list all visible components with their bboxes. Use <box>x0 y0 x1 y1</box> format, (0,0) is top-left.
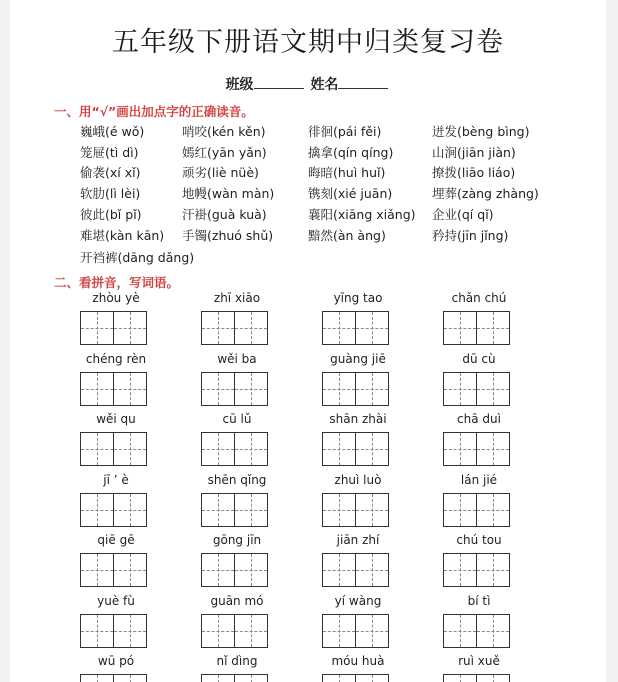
writing-box[interactable] <box>234 674 268 682</box>
writing-boxes <box>201 614 266 648</box>
writing-box[interactable] <box>322 614 356 648</box>
pinyin-cell <box>298 654 418 682</box>
pinyin-cell <box>419 412 539 464</box>
pronunciation-item[interactable]: 晦暗(huì huǐ) <box>308 165 386 180</box>
pronunciation-item[interactable]: 山涧(jiān jiàn) <box>432 145 516 160</box>
writing-box[interactable] <box>476 553 510 587</box>
writing-box[interactable] <box>476 493 510 527</box>
pinyin-prompt: yí wàng <box>334 593 382 608</box>
pronunciation-item[interactable]: 汗褂(guà kuà) <box>182 207 267 222</box>
pinyin-prompt: shān zhài <box>329 412 387 426</box>
writing-boxes <box>443 614 508 648</box>
writing-box[interactable] <box>322 432 356 466</box>
worksheet-page <box>10 0 606 682</box>
pinyin-prompt: jiān zhí <box>336 533 380 547</box>
writing-box[interactable] <box>355 493 389 527</box>
writing-boxes <box>443 311 508 345</box>
writing-box[interactable] <box>443 432 477 466</box>
pinyin-prompt: wěi qu <box>96 412 136 426</box>
pinyin-cell <box>419 533 539 585</box>
pinyin-prompt: cū lǔ <box>222 412 252 426</box>
pronunciation-item[interactable]: 地幔(wàn màn) <box>182 186 275 201</box>
writing-box[interactable] <box>201 674 235 682</box>
writing-boxes <box>201 372 266 406</box>
writing-box[interactable] <box>322 311 356 345</box>
writing-boxes <box>322 553 387 587</box>
pinyin-cell <box>419 291 539 343</box>
pinyin-cell <box>56 352 176 404</box>
writing-boxes <box>322 372 387 406</box>
writing-box[interactable] <box>113 493 147 527</box>
pinyin-cell <box>56 533 176 585</box>
writing-box[interactable] <box>201 311 235 345</box>
writing-boxes <box>322 311 387 345</box>
pronunciation-item[interactable]: 徘徊(pái fěi) <box>308 124 382 139</box>
pinyin-cell <box>298 473 418 525</box>
writing-box[interactable] <box>80 553 114 587</box>
pinyin-cell <box>56 654 176 682</box>
pronunciation-item[interactable]: 黯然(àn àng) <box>308 228 386 243</box>
pinyin-cell <box>177 412 297 464</box>
writing-box[interactable] <box>476 372 510 406</box>
pinyin-cell <box>56 594 176 646</box>
writing-boxes <box>322 493 387 527</box>
writing-box[interactable] <box>443 674 477 682</box>
writing-box[interactable] <box>201 553 235 587</box>
writing-box[interactable] <box>80 432 114 466</box>
pronunciation-item[interactable]: 企业(qí qǐ) <box>432 207 494 222</box>
pronunciation-item[interactable]: 擒拿(qín qíng) <box>308 145 394 160</box>
pronunciation-item[interactable]: 难堪(kàn kān) <box>80 228 165 243</box>
student-info <box>10 74 606 94</box>
class-label: 班级 <box>225 77 254 93</box>
writing-box[interactable] <box>113 553 147 587</box>
pinyin-cell <box>298 352 418 404</box>
pinyin-prompt: zhòu yè <box>92 291 140 305</box>
writing-box[interactable] <box>201 493 235 527</box>
writing-boxes <box>443 553 508 587</box>
pinyin-prompt: guān mó <box>210 593 264 608</box>
writing-box[interactable] <box>201 614 235 648</box>
writing-box[interactable] <box>80 614 114 648</box>
writing-box[interactable] <box>234 311 268 345</box>
pronunciation-item[interactable]: 软肋(lì lèi) <box>80 186 141 201</box>
writing-box[interactable] <box>113 674 147 682</box>
pinyin-cell <box>177 352 297 404</box>
writing-boxes <box>443 372 508 406</box>
writing-boxes <box>80 311 145 345</box>
writing-boxes <box>80 614 145 648</box>
pinyin-prompt: zhuì luò <box>334 472 382 487</box>
writing-boxes <box>201 493 266 527</box>
writing-boxes <box>201 553 266 587</box>
pinyin-cell <box>419 654 539 682</box>
pinyin-cell <box>177 473 297 525</box>
pinyin-cell <box>177 533 297 585</box>
writing-box[interactable] <box>80 493 114 527</box>
writing-box[interactable] <box>113 614 147 648</box>
pinyin-cell <box>177 594 297 646</box>
pronunciation-item[interactable]: 哨咬(kén kěn) <box>182 124 266 139</box>
section2-heading: 二、看拼音，写词语。 <box>54 275 180 290</box>
writing-boxes <box>80 493 145 527</box>
writing-box[interactable] <box>322 493 356 527</box>
pinyin-prompt: wū pó <box>97 654 135 668</box>
writing-box[interactable] <box>201 432 235 466</box>
writing-box[interactable] <box>355 674 389 682</box>
pronunciation-item[interactable]: 矜持(jīn jǐng) <box>432 228 509 243</box>
pronunciation-item[interactable]: 偷袭(xí xǐ) <box>80 165 141 180</box>
pinyin-prompt: ruì xuě <box>458 654 500 668</box>
writing-box[interactable] <box>476 614 510 648</box>
pronunciation-item[interactable]: 手镯(zhuó shǔ) <box>182 228 274 243</box>
writing-box[interactable] <box>234 553 268 587</box>
writing-box[interactable] <box>234 372 268 406</box>
writing-box[interactable] <box>355 614 389 648</box>
pinyin-prompt: móu huà <box>331 654 385 668</box>
writing-box[interactable] <box>443 311 477 345</box>
pinyin-prompt: chā duì <box>457 412 501 426</box>
writing-box[interactable] <box>201 372 235 406</box>
pinyin-cell <box>419 594 539 646</box>
writing-boxes <box>201 311 266 345</box>
pinyin-prompt: qiē gē <box>97 533 135 547</box>
writing-box[interactable] <box>322 372 356 406</box>
pinyin-cell <box>298 291 418 343</box>
pinyin-cell <box>419 352 539 404</box>
pronunciation-item[interactable]: 开裆裤(dāng dǎng) <box>80 250 195 265</box>
writing-box[interactable] <box>476 432 510 466</box>
pinyin-prompt: jī ’ è <box>103 472 129 487</box>
writing-box[interactable] <box>234 614 268 648</box>
writing-box[interactable] <box>355 553 389 587</box>
writing-boxes <box>201 432 266 466</box>
pinyin-cell <box>419 473 539 525</box>
writing-box[interactable] <box>476 311 510 345</box>
name-label: 姓名 <box>310 77 339 93</box>
writing-box[interactable] <box>234 493 268 527</box>
writing-box[interactable] <box>476 674 510 682</box>
writing-boxes <box>443 674 508 682</box>
page-title: 五年级下册语文期中归类复习卷 <box>112 27 504 58</box>
pinyin-prompt: yīng tao <box>333 291 383 305</box>
writing-box[interactable] <box>443 493 477 527</box>
pinyin-prompt: chǎn chú <box>451 291 507 305</box>
writing-box[interactable] <box>322 674 356 682</box>
writing-box[interactable] <box>355 372 389 406</box>
writing-box[interactable] <box>80 311 114 345</box>
pinyin-cell <box>298 594 418 646</box>
section1-heading: 一、用“√”画出加点字的正确读音。 <box>54 104 254 119</box>
writing-box[interactable] <box>443 372 477 406</box>
writing-boxes <box>443 432 508 466</box>
writing-box[interactable] <box>113 372 147 406</box>
pronunciation-item[interactable]: 嫣红(yān yǎn) <box>182 145 267 160</box>
pinyin-cell <box>298 412 418 464</box>
pinyin-prompt: bí tì <box>467 593 491 608</box>
pinyin-prompt: chú tou <box>456 533 502 547</box>
writing-boxes <box>322 432 387 466</box>
writing-box[interactable] <box>113 432 147 466</box>
pinyin-cell <box>56 473 176 525</box>
pinyin-prompt: zhī xiāo <box>213 291 261 305</box>
pronunciation-item[interactable]: 迸发(bèng bìng) <box>432 124 530 139</box>
writing-boxes <box>322 614 387 648</box>
pronunciation-item[interactable]: 笼屉(tì dì) <box>80 145 139 160</box>
pinyin-cell <box>56 412 176 464</box>
class-blank[interactable] <box>254 78 304 89</box>
writing-box[interactable] <box>355 432 389 466</box>
writing-box[interactable] <box>80 674 114 682</box>
writing-boxes <box>201 674 266 682</box>
pinyin-prompt: dū cù <box>462 351 496 366</box>
pinyin-cell <box>56 291 176 343</box>
name-blank[interactable] <box>338 78 388 89</box>
writing-box[interactable] <box>443 614 477 648</box>
pinyin-cell <box>298 533 418 585</box>
writing-box[interactable] <box>113 311 147 345</box>
writing-boxes <box>322 674 387 682</box>
pinyin-cell <box>177 654 297 682</box>
writing-boxes <box>80 372 145 406</box>
writing-box[interactable] <box>322 553 356 587</box>
writing-box[interactable] <box>443 553 477 587</box>
pronunciation-item[interactable]: 撩拨(liāo liáo) <box>432 165 516 180</box>
writing-box[interactable] <box>80 372 114 406</box>
pinyin-prompt: guàng jiē <box>330 351 386 366</box>
writing-boxes <box>80 432 145 466</box>
pinyin-prompt: chéng rèn <box>85 351 147 366</box>
pinyin-prompt: gōng jīn <box>212 533 262 547</box>
pinyin-prompt: shēn qǐng <box>207 472 267 487</box>
writing-box[interactable] <box>234 432 268 466</box>
pronunciation-item[interactable]: 顽劣(liè nüè) <box>182 165 259 180</box>
writing-boxes <box>80 553 145 587</box>
writing-box[interactable] <box>355 311 389 345</box>
pinyin-cell <box>177 291 297 343</box>
pinyin-prompt: yuè fù <box>97 593 135 608</box>
pronunciation-item[interactable]: 镌刻(xié juān) <box>308 186 393 201</box>
pronunciation-item[interactable]: 巍峨(é wǒ) <box>80 124 145 139</box>
pinyin-prompt: lán jié <box>460 472 498 487</box>
pinyin-prompt: wěi ba <box>217 351 257 366</box>
pronunciation-item[interactable]: 埋葬(zàng zhàng) <box>432 186 539 201</box>
pronunciation-item[interactable]: 襄阳(xiāng xiǎng) <box>308 207 416 222</box>
writing-boxes <box>80 674 145 682</box>
pinyin-prompt: nǐ dìng <box>216 654 258 668</box>
pronunciation-item[interactable]: 彼此(bǐ pǐ) <box>80 207 142 222</box>
writing-boxes <box>443 493 508 527</box>
